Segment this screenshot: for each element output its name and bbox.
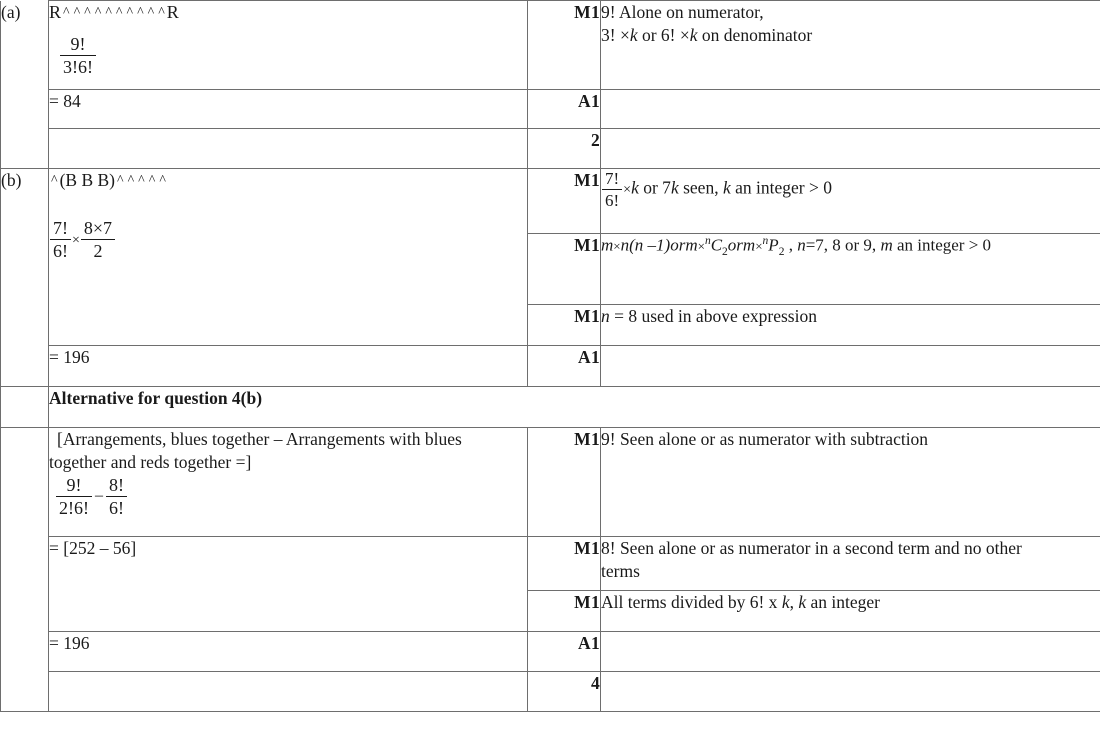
subscript-2: 2: [778, 246, 785, 259]
alt-text-line-1: [Arrangements, blues together – Arrangements with blues: [57, 429, 462, 449]
working-a-row3: [49, 129, 528, 169]
caret-icon: ^: [63, 5, 70, 20]
notes-b-row2: [601, 234, 1100, 305]
multiply-sign: ×: [623, 182, 632, 198]
table-row: [1, 129, 1100, 169]
mark-b-row2: M1: [528, 234, 601, 305]
notes-all-terms: [601, 591, 1100, 614]
alt-expression: [55, 475, 527, 518]
fraction: [60, 34, 96, 77]
notes-text: an integer: [806, 592, 880, 612]
caret-icon: ^: [94, 5, 102, 20]
table-row: [1, 169, 1100, 234]
notes-text: = 8 used in above expression: [609, 306, 817, 326]
variable-m: m: [742, 235, 756, 255]
mark-a-total: 2: [528, 129, 601, 169]
fraction-9-over-3f6f: [59, 34, 527, 77]
mark-b-row3: M1: [528, 305, 601, 346]
notes-text: =7, 8 or 9,: [805, 235, 881, 255]
mark-alt-row3: M1: [528, 591, 601, 632]
mark-alt-total: 4: [528, 672, 601, 712]
variable-n: n: [601, 306, 610, 326]
fraction-8x7-over-2: [81, 218, 115, 261]
or-text: or: [727, 235, 743, 255]
multiply-sign: ×: [697, 238, 705, 254]
notes-text: ,: [789, 592, 799, 612]
caret-icon: ^: [105, 5, 112, 20]
or-text: or: [670, 235, 686, 255]
fraction-denominator: 6!: [53, 241, 68, 262]
caret-icon: ^: [51, 173, 58, 188]
blues-group: (B B B): [59, 170, 116, 190]
caret-icon: ^: [115, 5, 123, 20]
working-b-main: [49, 169, 528, 346]
fraction-denominator: 2: [93, 241, 103, 262]
table-row: [1, 428, 1100, 537]
multiply-sign: ×: [72, 233, 80, 249]
notes-text: on denominator: [697, 25, 813, 46]
notes-formula-combinations: [601, 234, 1100, 260]
table-row: [1, 90, 1100, 129]
expression-b: [49, 218, 527, 261]
notes-alt-row1: 9! Seen alone or as numerator with subtraction: [601, 428, 1100, 537]
caret-icon: ^: [117, 173, 124, 188]
subscript-2: 2: [722, 246, 728, 259]
variable-k: k: [670, 177, 679, 198]
variable-m: m: [880, 235, 893, 255]
notes-line-1: 9! Alone on numerator,: [601, 2, 764, 22]
notes-line-1: 8! Seen alone or as numerator in a second term and no other: [601, 538, 1022, 558]
fraction-numerator: 7!: [50, 218, 71, 240]
working-alt-row5: [49, 672, 528, 712]
fraction-denominator: 3!6!: [63, 57, 93, 78]
part-label-a: (a): [1, 1, 49, 169]
table-row: [1, 672, 1100, 712]
variable-n: n: [620, 235, 630, 255]
arrangement-diagram-b: [49, 169, 527, 192]
notes-text: All terms divided by 6! x: [601, 592, 782, 612]
caret-icon: ^: [73, 5, 81, 20]
notes-alt-row4: [601, 632, 1100, 672]
superscript-n: n: [704, 235, 711, 247]
notes-text: an integer > 0: [730, 177, 832, 198]
notes-text: seen,: [678, 177, 723, 198]
variable-k: k: [798, 592, 807, 612]
multiply-sign: ×: [619, 25, 630, 46]
fraction-9f-over-2f6f: [56, 475, 92, 518]
fraction-numerator: 9!: [60, 34, 96, 56]
mark-a-row1: M1: [528, 1, 601, 90]
fraction-denominator: 2!6!: [59, 497, 89, 518]
variable-k: k: [722, 177, 731, 198]
caret-icon: ^: [148, 173, 156, 188]
mark-alt-row1: M1: [528, 428, 601, 537]
mark-alt-row2: M1: [528, 537, 601, 591]
alt-text-line-2: together and reds together =]: [49, 452, 252, 473]
fraction-7f-over-6f: [602, 169, 622, 210]
notes-text: ,: [784, 235, 798, 255]
working-alt-row2: = [252 – 56]: [49, 537, 528, 632]
fraction-7f-over-6f: [50, 218, 71, 261]
mark-b-row4: A1: [528, 346, 601, 387]
variable-k: k: [689, 25, 698, 46]
table-row: [1, 346, 1100, 387]
minus-sign: –: [95, 487, 103, 505]
fraction-denominator: 6!: [605, 191, 620, 211]
permutation-symbol: P: [768, 235, 779, 255]
letter-r-right: R: [166, 2, 179, 22]
working-alt-row1: [49, 428, 528, 537]
working-alt-result: = 196: [49, 632, 528, 672]
notes-formula: [601, 169, 1100, 210]
mark-b-row1: M1: [528, 169, 601, 234]
caret-icon: ^: [127, 173, 135, 188]
fraction-8f-over-6f: [106, 475, 127, 518]
alternative-header: Alternative for question 4(b): [49, 387, 1100, 428]
caret-icon: ^: [158, 5, 165, 20]
multiply-sign: ×: [613, 238, 621, 254]
mark-alt-row4: A1: [528, 632, 601, 672]
combination-symbol: C: [710, 235, 723, 255]
working-a-row1: [49, 1, 528, 90]
notes-b-row4: [601, 346, 1100, 387]
table-row: [1, 537, 1100, 591]
notes-alt-row2: [601, 537, 1100, 591]
working-b-result: = 196: [49, 346, 528, 387]
notes-b-row3: [601, 305, 1100, 346]
notes-a-row2: [601, 90, 1100, 129]
notes-text: or 7: [638, 177, 671, 198]
variable-k: k: [629, 25, 638, 46]
notes-line-2: terms: [601, 561, 640, 582]
multiply-sign: ×: [755, 238, 763, 254]
caret-icon: ^: [126, 5, 134, 20]
spacer: [49, 25, 527, 34]
variable-k: k: [781, 592, 790, 612]
caret-icon: ^: [84, 5, 91, 20]
table-row: [1, 1, 1100, 90]
variable-m: m: [685, 235, 698, 255]
fraction-numerator: 9!: [56, 475, 92, 497]
label-spacer: [1, 387, 49, 428]
notes-alt-row5: [601, 672, 1100, 712]
letter-r-left: R: [49, 2, 62, 22]
notes-text: 3!: [601, 25, 620, 46]
arrangement-diagram-a: [49, 1, 527, 25]
caret-icon: ^: [147, 5, 155, 20]
mark-a-row2: A1: [528, 90, 601, 129]
notes-line-2: [601, 24, 1100, 47]
label-spacer: [1, 428, 49, 712]
notes-a-row3: [601, 129, 1100, 169]
fraction-numerator: 8×7: [81, 218, 115, 240]
table-row: [1, 632, 1100, 672]
multiply-sign: ×: [679, 25, 690, 46]
caret-icon: ^: [159, 173, 166, 188]
notes-text: or 6!: [637, 25, 680, 46]
variable-n: n: [797, 235, 806, 255]
notes-text: an integer > 0: [892, 235, 992, 255]
notes-n-equals: [601, 305, 1100, 328]
variable-m: m: [601, 235, 614, 255]
working-a-row2: = 84: [49, 90, 528, 129]
notes-b-row1: [601, 169, 1100, 234]
superscript-n: n: [762, 235, 769, 247]
paren-expression: (n –1): [629, 235, 671, 255]
caret-icon: ^: [137, 5, 144, 20]
fraction-numerator: 8!: [106, 475, 127, 497]
table-row: [1, 387, 1100, 428]
spacer: [49, 192, 527, 218]
variable-k: k: [631, 177, 639, 198]
fraction-denominator: 6!: [109, 497, 124, 518]
part-label-b: (b): [1, 169, 49, 387]
fraction-numerator: 7!: [602, 169, 622, 190]
caret-icon: ^: [138, 173, 145, 188]
notes-a-row1: [601, 1, 1100, 90]
notes-alt-row3: [601, 591, 1100, 632]
